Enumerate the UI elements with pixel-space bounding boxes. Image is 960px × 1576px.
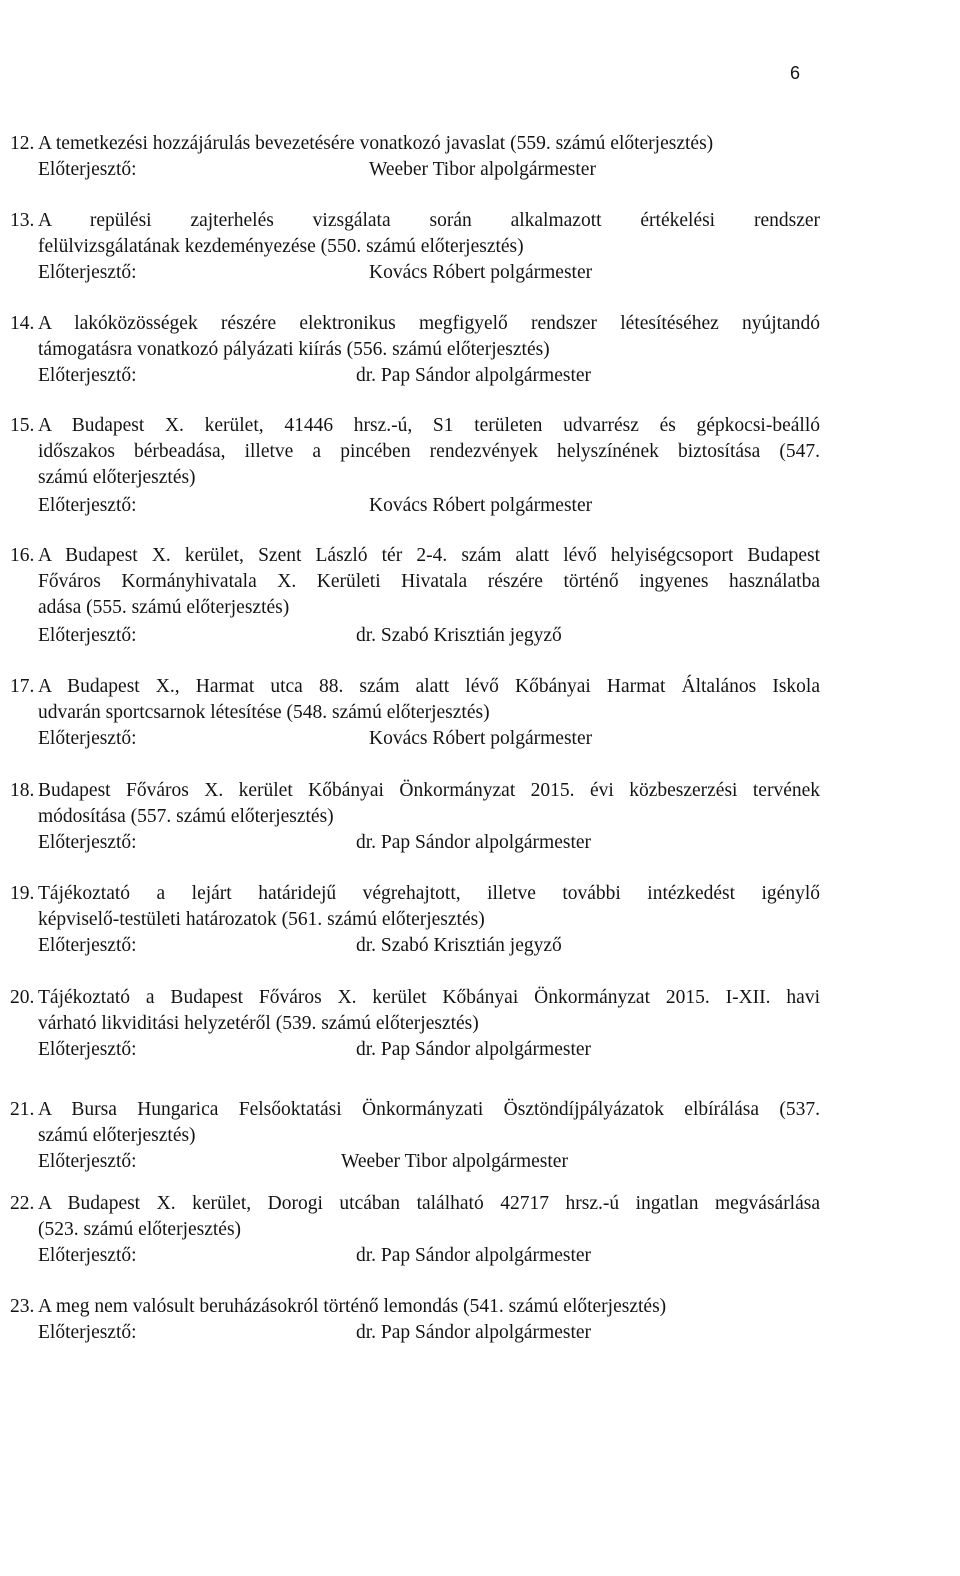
item-title-line: Budapest Főváros X. kerület Kőbányai Önkormányzat 2015. évi közbeszerzési tervének <box>38 780 820 801</box>
item-number: 18. <box>10 780 35 801</box>
item-title <box>38 311 820 363</box>
item-number: 16. <box>10 545 35 566</box>
item-title-line: támogatásra vonatkozó pályázati kiírás (556. számú előterjesztés) <box>38 339 550 360</box>
presenter-row <box>38 1320 818 1346</box>
presenter-row <box>38 1243 818 1269</box>
item-title-line: Főváros Kormányhivatala X. Kerületi Hivatala részére történő ingyenes használatba <box>38 571 820 592</box>
item-title-line: módosítása (557. számú előterjesztés) <box>38 806 334 827</box>
presenter-row <box>38 623 818 649</box>
presenter-row <box>38 726 818 752</box>
item-title-line: A Budapest X. kerület, Dorogi utcában található 42717 hrsz.-ú ingatlan megvásárlása <box>38 1193 820 1214</box>
presenter-label: Előterjesztő: <box>38 832 137 853</box>
presenter-label: Előterjesztő: <box>38 1039 137 1060</box>
presenter-name: Weeber Tibor alpolgármester <box>369 159 596 180</box>
presenter-name: dr. Pap Sándor alpolgármester <box>356 832 592 853</box>
item-title-line: időszakos bérbeadása, illetve a pincében rendezvények helyszínének biztosítása (547. <box>38 441 820 462</box>
presenter-row <box>38 933 818 959</box>
item-title <box>38 1097 820 1149</box>
presenter-name: dr. Pap Sándor alpolgármester <box>356 1039 592 1060</box>
item-title-line: képviselő-testületi határozatok (561. számú előterjesztés) <box>38 909 485 930</box>
presenter-name: dr. Szabó Krisztián jegyző <box>356 935 562 956</box>
presenter-name: dr. Pap Sándor alpolgármester <box>356 365 592 386</box>
item-number: 15. <box>10 415 35 436</box>
item-number: 22. <box>10 1193 35 1214</box>
item-number: 14. <box>10 313 35 334</box>
item-title <box>38 543 820 621</box>
item-title-line: Tájékoztató a Budapest Főváros X. kerület Kőbányai Önkormányzat 2015. I-XII. havi <box>38 987 820 1008</box>
item-title <box>38 674 820 726</box>
item-title-line: A lakóközösségek részére elektronikus megfigyelő rendszer létesítéséhez nyújtandó <box>38 313 820 334</box>
item-title <box>38 881 820 933</box>
presenter-row <box>38 493 818 519</box>
presenter-row <box>38 260 818 286</box>
item-title-line: A Budapest X. kerület, Szent László tér 2-4. szám alatt lévő helyiségcsoport Budapest <box>38 545 820 566</box>
presenter-label: Előterjesztő: <box>38 495 137 516</box>
item-title <box>38 413 820 491</box>
item-title <box>38 985 820 1037</box>
presenter-row <box>38 1037 818 1063</box>
presenter-name: Weeber Tibor alpolgármester <box>341 1151 568 1172</box>
item-title-line: A repülési zajterhelés vizsgálata során alkalmazott értékelési rendszer <box>38 210 820 231</box>
presenter-label: Előterjesztő: <box>38 1322 137 1343</box>
presenter-row <box>38 1149 818 1175</box>
item-title-line: A meg nem valósult beruházásokról történő lemondás (541. számú előterjesztés) <box>38 1296 667 1317</box>
presenter-label: Előterjesztő: <box>38 365 137 386</box>
presenter-name: dr. Szabó Krisztián jegyző <box>356 625 562 646</box>
presenter-name: dr. Pap Sándor alpolgármester <box>356 1322 592 1343</box>
presenter-label: Előterjesztő: <box>38 1151 137 1172</box>
item-title-line: udvarán sportcsarnok létesítése (548. számú előterjesztés) <box>38 702 490 723</box>
item-title <box>38 778 820 830</box>
presenter-label: Előterjesztő: <box>38 935 137 956</box>
item-title-line: felülvizsgálatának kezdeményezése (550. számú előterjesztés) <box>38 236 524 257</box>
item-number: 19. <box>10 883 35 904</box>
presenter-name: Kovács Róbert polgármester <box>369 262 593 283</box>
item-title <box>38 208 820 260</box>
presenter-row <box>38 830 818 856</box>
item-number: 13. <box>10 210 35 231</box>
presenter-name: Kovács Róbert polgármester <box>369 495 593 516</box>
item-title-line: A Bursa Hungarica Felsőoktatási Önkormányzati Ösztöndíjpályázatok elbírálása (537. <box>38 1099 820 1120</box>
presenter-label: Előterjesztő: <box>38 262 137 283</box>
presenter-row <box>38 157 818 183</box>
item-title <box>38 1294 820 1320</box>
item-title-line: A Budapest X. kerület, 41446 hrsz.-ú, S1 területen udvarrész és gépkocsi-beálló <box>38 415 820 436</box>
item-title-line: A temetkezési hozzájárulás bevezetésére vonatkozó javaslat (559. számú előterjesztés) <box>38 133 714 154</box>
item-number: 12. <box>10 133 35 154</box>
presenter-name: Kovács Róbert polgármester <box>369 728 593 749</box>
presenter-label: Előterjesztő: <box>38 728 137 749</box>
presenter-label: Előterjesztő: <box>38 1245 137 1266</box>
presenter-label: Előterjesztő: <box>38 625 137 646</box>
item-title-line: várható likviditási helyzetéről (539. számú előterjesztés) <box>38 1013 479 1034</box>
item-title <box>38 1191 820 1243</box>
item-title-line: A Budapest X., Harmat utca 88. szám alatt lévő Kőbányai Harmat Általános Iskola <box>38 676 820 697</box>
presenter-row <box>38 363 818 389</box>
item-title-line: (523. számú előterjesztés) <box>38 1219 242 1240</box>
item-title-line: Tájékoztató a lejárt határidejű végrehajtott, illetve további intézkedést igénylő <box>38 883 820 904</box>
presenter-label: Előterjesztő: <box>38 159 137 180</box>
item-title-line: számú előterjesztés) <box>38 1125 196 1146</box>
item-title <box>38 131 820 157</box>
presenter-name: dr. Pap Sándor alpolgármester <box>356 1245 592 1266</box>
item-number: 23. <box>10 1296 35 1317</box>
item-number: 17. <box>10 676 35 697</box>
item-title-line: adása (555. számú előterjesztés) <box>38 597 290 618</box>
item-number: 21. <box>10 1099 35 1120</box>
item-title-line: számú előterjesztés) <box>38 467 196 488</box>
item-number: 20. <box>10 987 35 1008</box>
page-number: 6 <box>789 63 800 83</box>
